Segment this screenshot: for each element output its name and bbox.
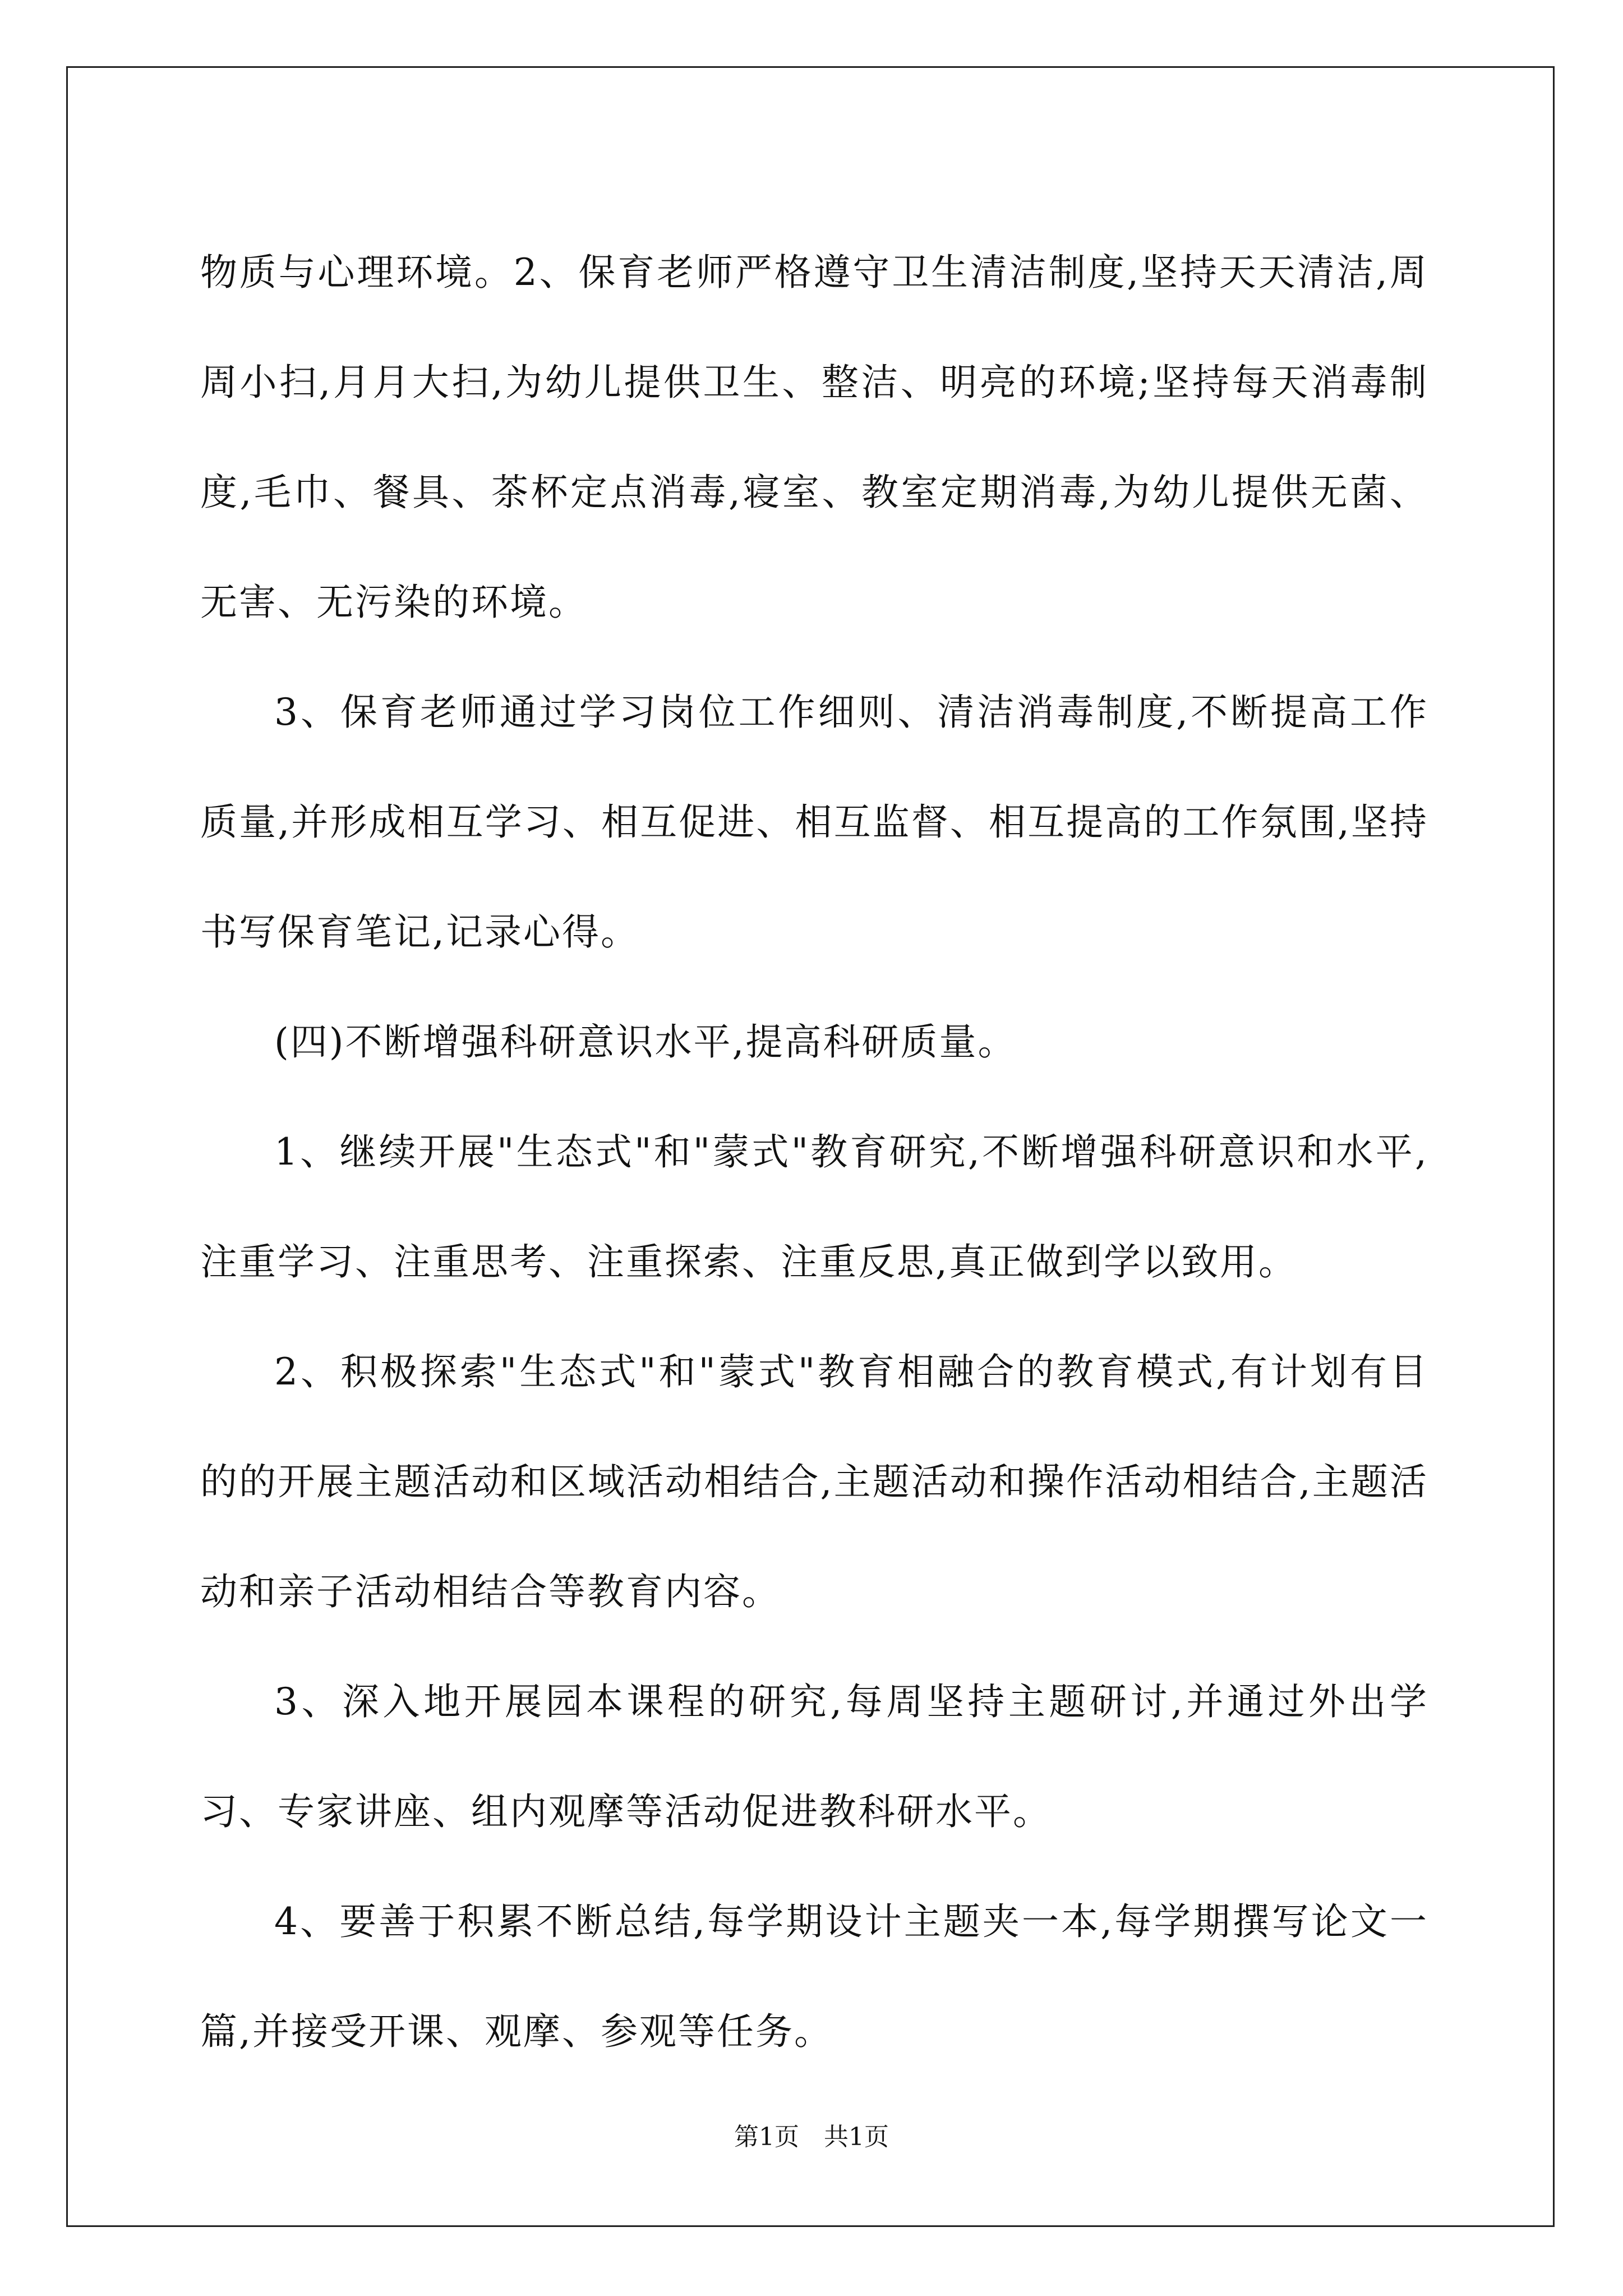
paragraph-6: 3、深入地开展园本课程的研究,每周坚持主题研讨,并通过外出学习、专家讲座、组内观摩等活动促进教科研水平。 bbox=[200, 1680, 1428, 1833]
paragraph-1: 物质与心理环境。2、保育老师严格遵守卫生清洁制度,坚持天天清洁,周周小扫,月月大扫,为幼儿提供卫生、整洁、明亮的环境;坚持每天消毒制度,毛巾、餐具、茶杯定点消毒,寝室、教室定期消毒,为幼儿提供无菌、无害、无污染的环境。 bbox=[200, 251, 1428, 624]
paragraph-3: (四)不断增强科研意识水平,提高科研质量。 bbox=[274, 1020, 1017, 1064]
paragraph-4: 1、继续开展"生态式"和"蒙式"教育研究,不断增强科研意识和水平,注重学习、注重思考、注重探索、注重反思,真正做到学以致用。 bbox=[200, 1130, 1428, 1283]
document-body bbox=[200, 218, 1428, 2087]
paragraph-5: 2、积极探索"生态式"和"蒙式"教育相融合的教育模式,有计划有目的的开展主题活动和区域活动相结合,主题活动和操作活动相结合,主题活动和亲子活动相结合等教育内容。 bbox=[200, 1350, 1428, 1613]
paragraph-2: 3、保育老师通过学习岗位工作细则、清洁消毒制度,不断提高工作质量,并形成相互学习、相互促进、相互监督、相互提高的工作氛围,坚持书写保育笔记,记录心得。 bbox=[200, 691, 1428, 954]
page-number-footer: 第1页 共1页 bbox=[734, 2123, 889, 2151]
paragraph-7: 4、要善于积累不断总结,每学期设计主题夹一本,每学期撰写论文一篇,并接受开课、观摩、参观等任务。 bbox=[200, 1900, 1428, 2053]
